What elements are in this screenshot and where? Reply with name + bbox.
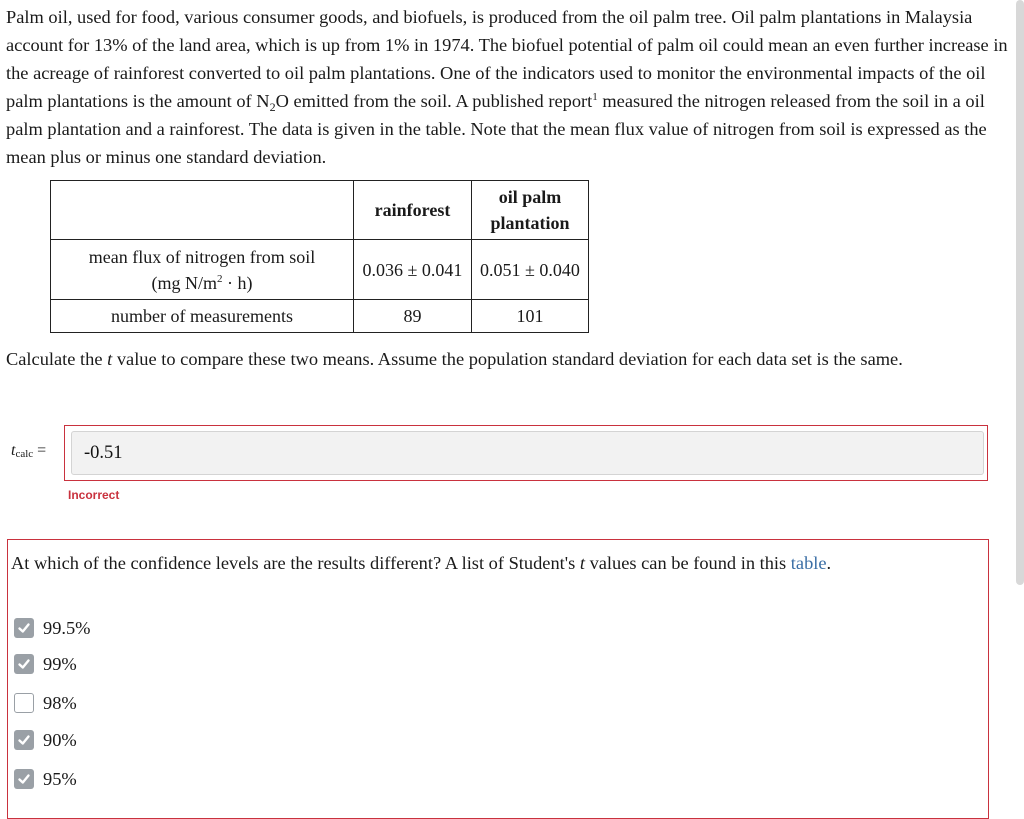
option-90[interactable] bbox=[14, 729, 77, 751]
row-label-flux: mean flux of nitrogen from soil (mg $N/m^2 \cdot h$) bbox=[51, 240, 354, 300]
cell-oilpalm-flux: 0.051 ± 0.040 bbox=[472, 240, 589, 300]
option-99-5[interactable] bbox=[14, 617, 91, 639]
intro-text-2: O emitted from the soil. A published report bbox=[275, 91, 593, 111]
t-table-link[interactable]: table bbox=[790, 553, 827, 573]
question-t-value: Calculate the t value to compare these two means. Assume the population standard deviation for each data set is the same. bbox=[6, 349, 903, 369]
option-99[interactable] bbox=[14, 653, 77, 675]
checkbox-checked-icon[interactable] bbox=[14, 654, 34, 674]
t-calc-input[interactable] bbox=[71, 431, 984, 475]
cell-rainforest-n: 89 bbox=[354, 300, 472, 333]
row-label-measurements: number of measurements bbox=[51, 300, 354, 333]
checkbox-checked-icon[interactable] bbox=[14, 618, 34, 638]
option-95[interactable] bbox=[14, 768, 77, 790]
cell-rainforest-flux: 0.036 ± 0.041 bbox=[354, 240, 472, 300]
option-label: 99% bbox=[43, 653, 77, 674]
footnote-ref: 1 bbox=[592, 91, 598, 103]
header-oil-palm: oil palm plantation bbox=[472, 181, 589, 240]
option-label: 99.5% bbox=[43, 617, 91, 638]
t-calc-label: $t_{calc}$ = bbox=[11, 442, 47, 460]
confidence-box bbox=[7, 539, 989, 819]
scrollbar[interactable] bbox=[1016, 0, 1024, 585]
checkbox-checked-icon[interactable] bbox=[14, 769, 34, 789]
intro-subscript: 2 bbox=[269, 100, 276, 114]
problem-intro bbox=[6, 3, 1011, 171]
checkbox-unchecked-icon[interactable] bbox=[14, 693, 34, 713]
incorrect-feedback: Incorrect bbox=[68, 488, 120, 502]
intro-text-1: Palm oil, used for food, various consumer goods, and biofuels, is produced from the oil palm tree. Oil palm plantations in Malaysia account for 13% of the land area, which is up from 1% in 1974. The biofuel potential of palm oil could mean an even further increase in the acreage of rainforest converted to oil palm plantations. One of the indicators used to monitor the environmental impacts of the oil palm plantations is the amount of N bbox=[6, 7, 1008, 111]
option-label: 90% bbox=[43, 729, 77, 750]
intro-text-3: measured the nitrogen released from the soil in a oil palm plantation and a rainforest. The data is given in the table. Note that the mean flux value of nitrogen from soil is expressed as the mean plus or minus one standard deviation. bbox=[6, 91, 987, 167]
question-confidence: At which of the confidence levels are the results different? A list of Student's t values can be found in this table. bbox=[11, 553, 832, 573]
table-corner-cell bbox=[51, 181, 354, 240]
cell-oilpalm-n: 101 bbox=[472, 300, 589, 333]
option-98[interactable] bbox=[14, 692, 77, 714]
checkbox-checked-icon[interactable] bbox=[14, 730, 34, 750]
data-table bbox=[50, 180, 589, 333]
option-label: 98% bbox=[43, 692, 77, 713]
header-rainforest: rainforest bbox=[354, 181, 472, 240]
option-label: 95% bbox=[43, 768, 77, 789]
